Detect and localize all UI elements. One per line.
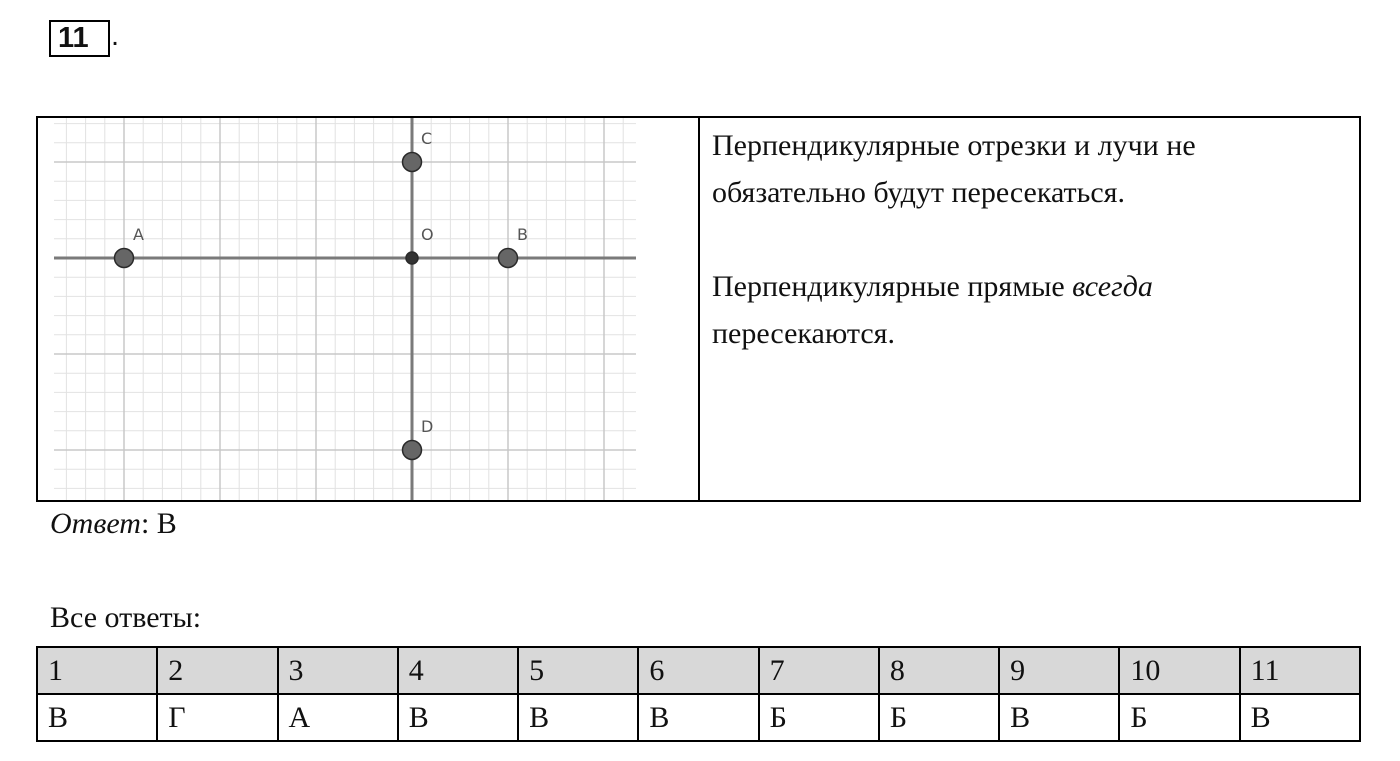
point-label-c: C (421, 129, 433, 148)
answers-values-row (37, 694, 1360, 741)
explanation-paragraph-1: Перпендикулярные отрезки и лучи не обязательно будут пересекаться. (712, 129, 1196, 209)
task-number-dot: . (111, 20, 120, 52)
answer-number-cell: 2 (157, 647, 277, 694)
answer-line (50, 504, 177, 544)
answer-number-cell: 4 (398, 647, 518, 694)
answer-value-cell: Б (759, 694, 879, 741)
answer-number-cell: 1 (37, 647, 157, 694)
table-divider (698, 118, 700, 500)
point-a (115, 249, 134, 268)
task-number: 11 (49, 20, 110, 57)
explanation-paragraph-2 (712, 263, 1342, 357)
answer-value: В (156, 507, 177, 540)
answer-number-cell: 5 (518, 647, 638, 694)
point-o (406, 252, 418, 264)
answers-header-row (37, 647, 1360, 694)
explanation-text (712, 122, 1342, 357)
point-c (403, 153, 422, 172)
answer-number-cell: 3 (278, 647, 398, 694)
point-b (499, 249, 518, 268)
answer-value-cell: В (398, 694, 518, 741)
point-label-a: A (133, 225, 144, 244)
answer-value-cell: Б (1119, 694, 1239, 741)
explanation-p2-start: Перпендикулярные прямые (712, 270, 1073, 303)
answer-value-cell: В (1240, 694, 1360, 741)
all-answers-table (36, 646, 1361, 742)
answer-number-cell: 10 (1119, 647, 1239, 694)
point-label-b: B (517, 225, 528, 244)
answer-value-cell: В (638, 694, 758, 741)
point-label-d: D (421, 417, 434, 436)
answer-number-cell: 8 (879, 647, 999, 694)
answer-value-cell: В (37, 694, 157, 741)
explanation-p2-end: пересекаются. (712, 317, 895, 350)
point-d (403, 441, 422, 460)
answer-value-cell: Б (879, 694, 999, 741)
answer-number-cell: 7 (759, 647, 879, 694)
problem-table (36, 116, 1361, 502)
grid-figure-svg (38, 118, 698, 500)
all-answers-label: Все ответы: (50, 601, 202, 634)
answer-value-cell: А (278, 694, 398, 741)
answer-label: Ответ (50, 507, 141, 540)
answer-number-cell: 11 (1240, 647, 1360, 694)
answer-value-cell: В (999, 694, 1119, 741)
explanation-p2-italic: всегда (1072, 270, 1153, 303)
answer-number-cell: 6 (638, 647, 758, 694)
answer-number-cell: 9 (999, 647, 1119, 694)
point-label-o: O (421, 225, 434, 244)
answer-value-cell: Г (157, 694, 277, 741)
geometry-figure (38, 118, 698, 500)
answer-value-cell: В (518, 694, 638, 741)
answer-colon: : (140, 507, 150, 540)
